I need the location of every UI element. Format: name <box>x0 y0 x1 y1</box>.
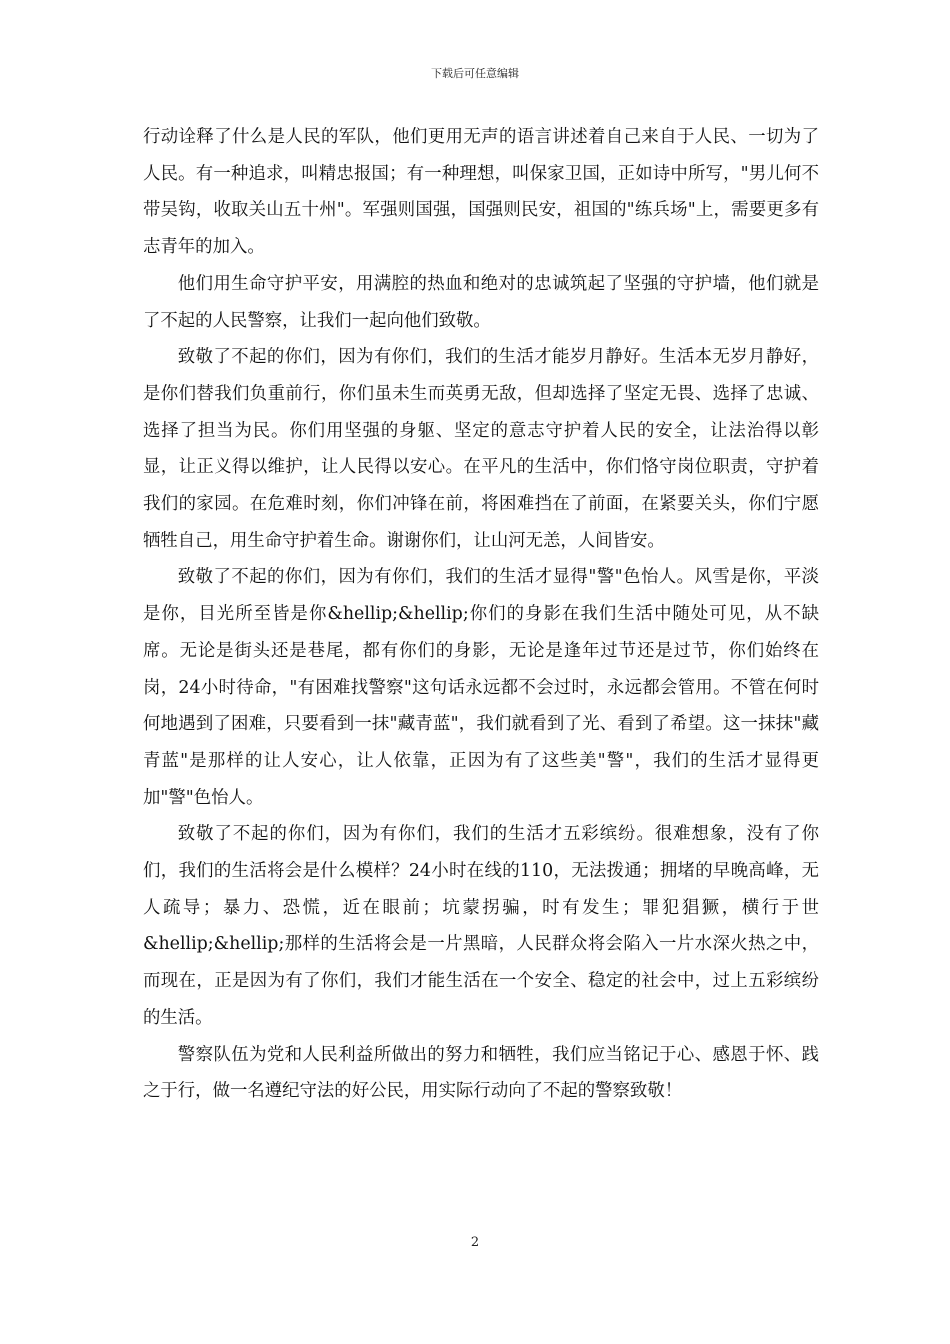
paragraph: 他们用生命守护平安，用满腔的热血和绝对的忠诚筑起了坚强的守护墙，他们就是了不起的人民警察，让我们一起向他们致敬。 <box>143 273 819 331</box>
paragraph: 致敬了不起的你们，因为有你们，我们的生活才显得"警"色怡人。风雪是你，平淡是你，目光所至皆是你&hellip;&hellip;你们的身影在我们生活中随处可见，从不缺席。无论是街头还是巷尾，都有你们的身影，无论是逢年过节还是过节，你们始终在岗，24小时待命，"有困难找警察"这句话永远都不会过时，永远都会管用。不管在何时何地遇到了困难，只要看到一抹"藏青蓝"，我们就看到了光、看到了希望。这一抹抹"藏青蓝"是那样的让人安心，让人依靠，正因为有了这些美"警"，我们的生活才显得更加"警"色怡人。 <box>143 567 819 808</box>
page-header: 下载后可任意编辑 <box>431 67 519 80</box>
paragraph: 致敬了不起的你们，因为有你们，我们的生活才五彩缤纷。很难想象，没有了你们，我们的生活将会是什么模样？24小时在线的110，无法拨通；拥堵的早晚高峰，无人疏导；暴力、恐慌，近在眼前；坑蒙拐骗，时有发生；罪犯猖獗，横行于世&hellip;&hellip;那样的生活将会是一片黑暗，人民群众将会陷入一片水深火热之中，而现在，正是因为有了你们，我们才能生活在一个安全、稳定的社会中，过上五彩缤纷的生活。 <box>143 824 819 1028</box>
paragraph: 致敬了不起的你们，因为有你们，我们的生活才能岁月静好。生活本无岁月静好，是你们替我们负重前行，你们虽未生而英勇无敌，但却选择了坚定无畏、选择了忠诚、选择了担当为民。你们用坚强的身躯、坚定的意志守护着人民的安全，让法治得以彰显，让正义得以维护，让人民得以安心。在平凡的生活中，你们恪守岗位职责，守护着我们的家园。在危难时刻，你们冲锋在前，将困难挡在了前面，在紧要关头，你们宁愿牺牲自己，用生命守护着生命。谢谢你们，让山河无恙，人间皆安。 <box>143 347 819 551</box>
document-body <box>143 119 819 1110</box>
page-number: 2 <box>470 1235 480 1250</box>
paragraph: 警察队伍为党和人民利益所做出的努力和牺牲，我们应当铭记于心、感恩于怀、践之于行，做一名遵纪守法的好公民，用实际行动向了不起的警察致敬！ <box>143 1044 819 1102</box>
paragraph-continuation: 行动诠释了什么是人民的军队，他们更用无声的语言讲述着自己来自于人民、一切为了人民。有一种追求，叫精忠报国；有一种理想，叫保家卫国，正如诗中所写，"男儿何不带吴钩，收取关山五十州"。军强则国强，国强则民安，祖国的"练兵场"上，需要更多有志青年的加入。 <box>143 127 819 258</box>
